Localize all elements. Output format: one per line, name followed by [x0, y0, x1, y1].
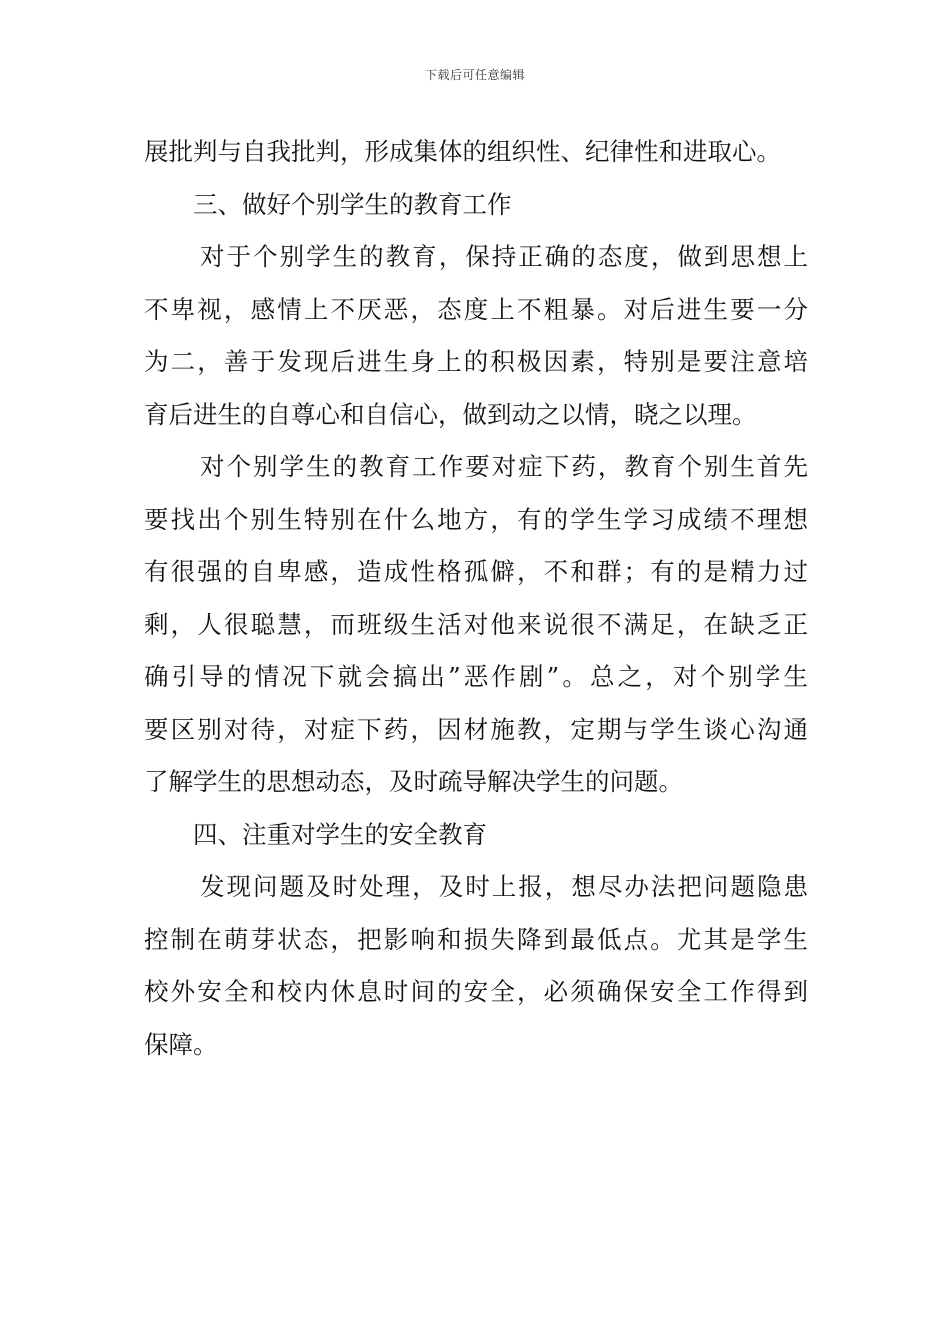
section-heading-4: 四、注重对学生的安全教育 [193, 819, 487, 849]
paragraph-line: 有很强的自卑感，造成性格孤僻，不和群；有的是精力过 [144, 557, 808, 586]
paragraph-line: 剩，人很聪慧，而班级生活对他来说很不满足，在缺乏正 [144, 609, 808, 639]
paragraph-line: 确引导的情况下就会搞出”恶作剧”。总之，对个别学生 [144, 662, 808, 691]
section-heading-3: 三、做好个别学生的教育工作 [193, 189, 512, 219]
paragraph-line: 控制在萌芽状态，把影响和损失降到最低点。尤其是学生 [144, 924, 808, 954]
page-header-note: 下载后可任意编辑 [424, 68, 525, 82]
paragraph-line: 要找出个别生特别在什么地方，有的学生学习成绩不理想 [144, 504, 808, 534]
document-body [144, 126, 808, 1071]
paragraph-line: 保障。 [144, 1029, 218, 1059]
paragraph-continuation-line: 展批判与自我批判，形成集体的组织性、纪律性和进取心。 [144, 137, 781, 166]
paragraph-line: 要区别对待，对症下药，因材施教，定期与学生谈心沟通 [144, 714, 808, 744]
paragraph-line: 发现问题及时处理，及时上报，想尽办法把问题隐患 [200, 872, 808, 901]
paragraph-line: 为二，善于发现后进生身上的积极因素，特别是要注意培 [144, 347, 808, 376]
paragraph-line: 对于个别学生的教育，保持正确的态度，做到思想上 [200, 242, 808, 271]
paragraph-line: 校外安全和校内休息时间的安全，必须确保安全工作得到 [144, 977, 808, 1006]
paragraph-line: 不卑视，感情上不厌恶，态度上不粗暴。对后进生要一分 [144, 294, 808, 324]
paragraph-line: 了解学生的思想动态，及时疏导解决学生的问题。 [144, 767, 683, 796]
paragraph-line: 对个别学生的教育工作要对症下药，教育个别生首先 [200, 452, 808, 481]
paragraph-line: 育后进生的自尊心和自信心，做到动之以情，晓之以理。 [144, 399, 757, 429]
